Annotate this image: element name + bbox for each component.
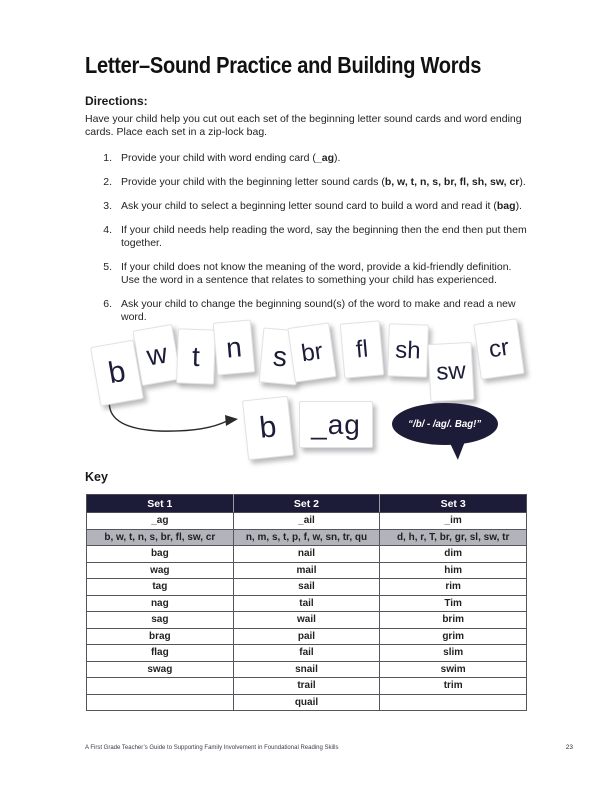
directions-steps xyxy=(98,152,528,335)
direction-step-3 xyxy=(98,200,528,213)
table-cell: brag xyxy=(87,628,234,645)
table-cell: dim xyxy=(380,546,527,563)
table-cell: wag xyxy=(87,562,234,579)
table-cell: slim xyxy=(380,645,527,662)
letter-card-fl: fl xyxy=(340,320,385,378)
step-number: 6. xyxy=(103,298,112,310)
step-number: 4. xyxy=(103,224,112,236)
column-header-set3: Set 3 xyxy=(380,495,527,513)
step-text: Ask your child to select a beginning letter sound card to build a word and read it (bag). xyxy=(121,200,522,212)
table-row xyxy=(87,678,527,695)
table-row xyxy=(87,645,527,662)
table-row-beginning-letters xyxy=(87,529,527,546)
step-number: 1. xyxy=(103,152,112,164)
table-cell: trim xyxy=(380,678,527,695)
table-row xyxy=(87,579,527,596)
directions-intro: Have your child help you cut out each set of the beginning letter sound cards and word ending cards. Place each set in a zip-lock bag. xyxy=(85,113,522,138)
table-cell: him xyxy=(380,562,527,579)
table-cell: tag xyxy=(87,579,234,596)
table-cell: wail xyxy=(233,612,380,629)
table-row xyxy=(87,612,527,629)
table-cell: b, w, t, n, s, br, fl, sw, cr xyxy=(87,529,234,546)
table-cell: rim xyxy=(380,579,527,596)
step-number: 2. xyxy=(103,176,112,188)
direction-step-2 xyxy=(98,176,528,189)
table-row xyxy=(87,694,527,711)
speech-bubble-text: “/b/ - /ag/. Bag!” xyxy=(408,418,482,430)
letter-cards-illustration xyxy=(85,315,530,473)
direction-step-4 xyxy=(98,224,528,250)
table-cell: tail xyxy=(233,595,380,612)
table-cell: nail xyxy=(233,546,380,563)
speech-bubble xyxy=(392,403,498,445)
table-cell: swim xyxy=(380,661,527,678)
table-cell: mail xyxy=(233,562,380,579)
table-cell: bag xyxy=(87,546,234,563)
table-cell: _ag xyxy=(87,513,234,530)
page-footer xyxy=(85,744,573,751)
table-row xyxy=(87,546,527,563)
step-text: If your child needs help reading the word, say the beginning then the end then put them together. xyxy=(121,224,527,249)
table-cell: brim xyxy=(380,612,527,629)
table-row-endings xyxy=(87,513,527,530)
table-cell: flag xyxy=(87,645,234,662)
table-cell: _ail xyxy=(233,513,380,530)
table-cell: n, m, s, t, p, f, w, sn, tr, qu xyxy=(233,529,380,546)
page-title: Letter–Sound Practice and Building Words xyxy=(85,52,482,78)
table-cell: grim xyxy=(380,628,527,645)
step-text: Ask your child to change the beginning sound(s) of the word to make and read a new word. xyxy=(121,298,516,323)
table-cell: quail xyxy=(233,694,380,711)
step-text: If your child does not know the meaning of the word, provide a kid-friendly definition. Use the word in a sentence that relates to something your child has experienced. xyxy=(121,261,512,286)
table-cell: sag xyxy=(87,612,234,629)
table-cell: trail xyxy=(233,678,380,695)
letter-card-n: n xyxy=(213,319,255,375)
key-table-header-row xyxy=(87,495,527,513)
step-text: Provide your child with the beginning letter sound cards (b, w, t, n, s, br, fl, sh, sw, cr). xyxy=(121,176,526,188)
table-cell: d, h, r, T, br, gr, sl, sw, tr xyxy=(380,529,527,546)
step-number: 5. xyxy=(103,261,112,273)
table-cell: _im xyxy=(380,513,527,530)
letter-card-b: b xyxy=(90,340,144,407)
letter-card-w: w xyxy=(132,324,181,386)
page-number: 23 xyxy=(565,744,573,751)
directions-heading: Directions: xyxy=(85,94,148,108)
table-cell: nag xyxy=(87,595,234,612)
table-cell: pail xyxy=(233,628,380,645)
column-header-set2: Set 2 xyxy=(233,495,380,513)
letter-card-s: s xyxy=(259,327,302,385)
table-cell xyxy=(87,678,234,695)
table-row xyxy=(87,661,527,678)
word-card-b: b xyxy=(242,396,294,460)
key-table xyxy=(86,494,527,711)
footer-book-title: A First Grade Teacher’s Guide to Supporting Family Involvement in Foundational Reading Skills xyxy=(85,745,339,751)
table-row xyxy=(87,628,527,645)
direction-step-1 xyxy=(98,152,528,165)
table-cell: Tim xyxy=(380,595,527,612)
direction-step-5 xyxy=(98,261,528,287)
letter-card-t: t xyxy=(176,328,216,384)
table-row xyxy=(87,595,527,612)
table-row xyxy=(87,562,527,579)
table-cell: fail xyxy=(233,645,380,662)
table-cell: swag xyxy=(87,661,234,678)
table-cell xyxy=(87,694,234,711)
table-cell: snail xyxy=(233,661,380,678)
word-card-ag: _ag xyxy=(299,401,373,448)
letter-card-sh: sh xyxy=(387,323,429,377)
key-heading: Key xyxy=(85,470,108,484)
table-cell: sail xyxy=(233,579,380,596)
table-cell xyxy=(380,694,527,711)
column-header-set1: Set 1 xyxy=(87,495,234,513)
step-text: Provide your child with word ending card (_ag). xyxy=(121,152,341,164)
letter-card-br: br xyxy=(287,322,336,382)
step-number: 3. xyxy=(103,200,112,212)
letter-card-cr: cr xyxy=(473,318,524,380)
letter-card-sw: sw xyxy=(428,342,475,402)
